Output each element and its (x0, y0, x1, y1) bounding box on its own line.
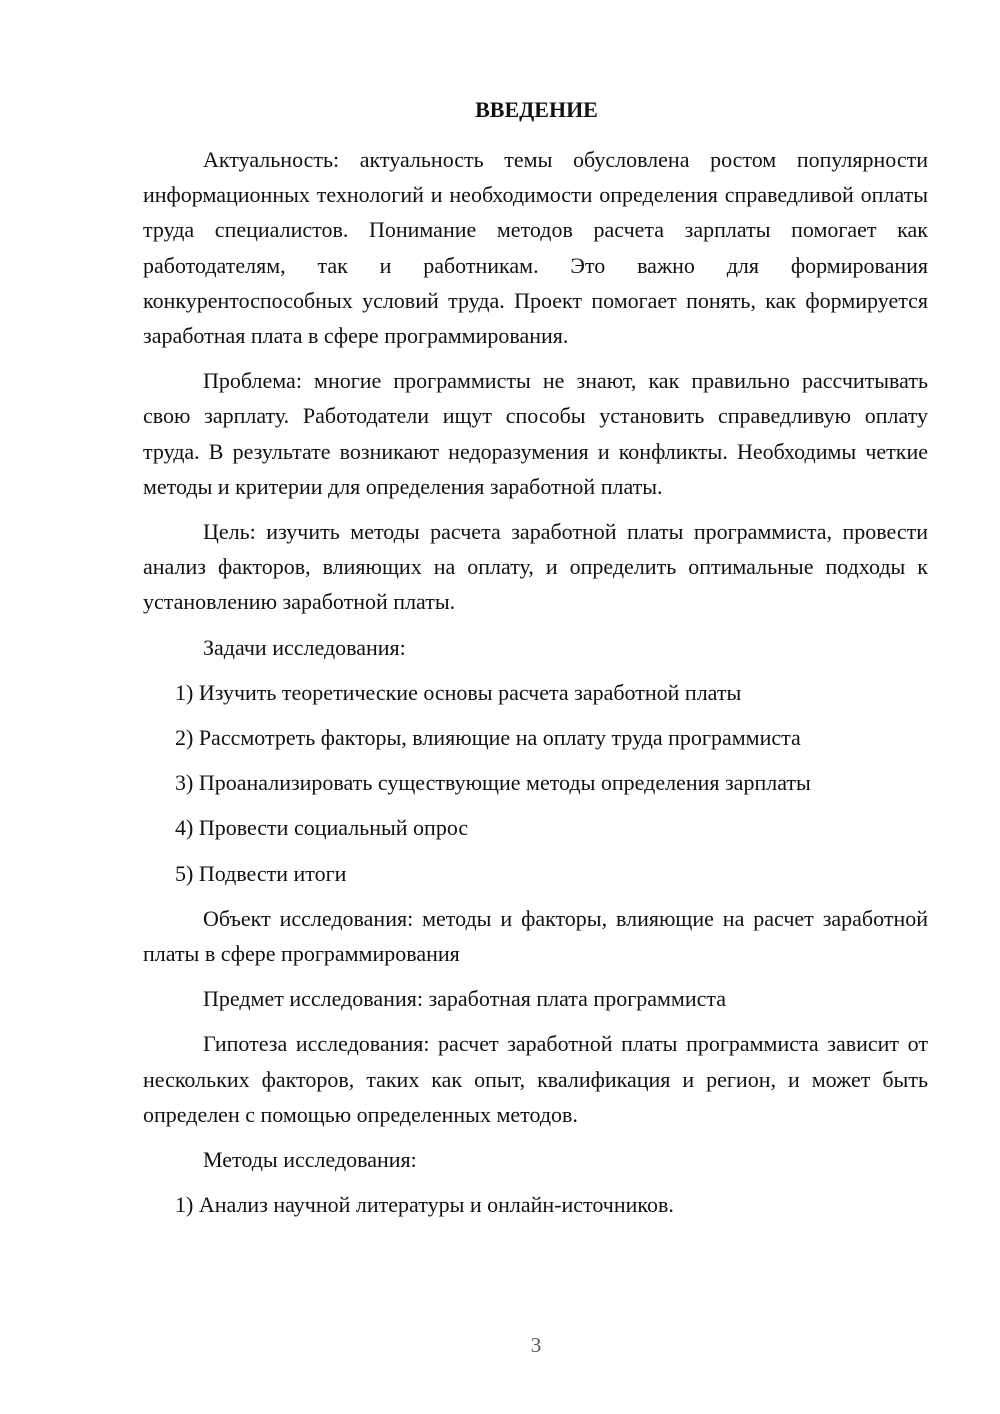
goal-paragraph: Цель: изучить методы расчета заработной платы программиста, провести анализ факторов, влияющих на оплату, и определить оптимальные подходы к установлению заработной платы. (143, 519, 928, 615)
section-title: ВВЕДЕНИЕ (475, 97, 598, 122)
page-number: 3 (530, 1333, 542, 1357)
task-item-2: 2) Рассмотреть факторы, влияющие на оплату труда программиста (175, 725, 801, 751)
methods-heading: Методы исследования: (203, 1147, 417, 1173)
task-item-4: 4) Провести социальный опрос (175, 815, 469, 841)
task-item-1: 1) Изучить теоретические основы расчета заработной платы (175, 679, 742, 705)
actuality-paragraph: Актуальность: актуальность темы обусловлена ростом популярности информационных технологий и необходимости определения справедливой оплаты труда специалистов. Понимание методов расчета зарплаты помогает как работодателям, так и работникам. Это важно для формирования конкурентоспособных условий труда. Проект помогает понять, как формируется заработная плата в сфере программирования. (143, 147, 928, 349)
task-item-5: 5) Подвести итоги (175, 860, 347, 886)
object-paragraph: Объект исследования: методы и факторы, влияющие на расчет заработной платы в сфере программирования (143, 905, 928, 967)
hypothesis-paragraph: Гипотеза исследования: расчет заработной платы программиста зависит от нескольких факторов, таких как опыт, квалификация и регион, и может быть определен с помощью определенных методов. (143, 1031, 928, 1127)
tasks-heading: Задачи исследования: (203, 634, 406, 660)
problem-paragraph: Проблема: многие программисты не знают, как правильно рассчитывать свою зарплату. Работодатели ищут способы установить справедливую оплату труда. В результате возникают недоразумения и конфликты. Необходимы четкие методы и критерии для определения заработной платы. (143, 368, 928, 499)
task-item-3: 3) Проанализировать существующие методы определения зарплаты (175, 770, 811, 796)
method-item-1: 1) Анализ научной литературы и онлайн-источников. (175, 1192, 674, 1218)
page-content (143, 92, 928, 1232)
subject-paragraph: Предмет исследования: заработная плата программиста (203, 986, 727, 1012)
